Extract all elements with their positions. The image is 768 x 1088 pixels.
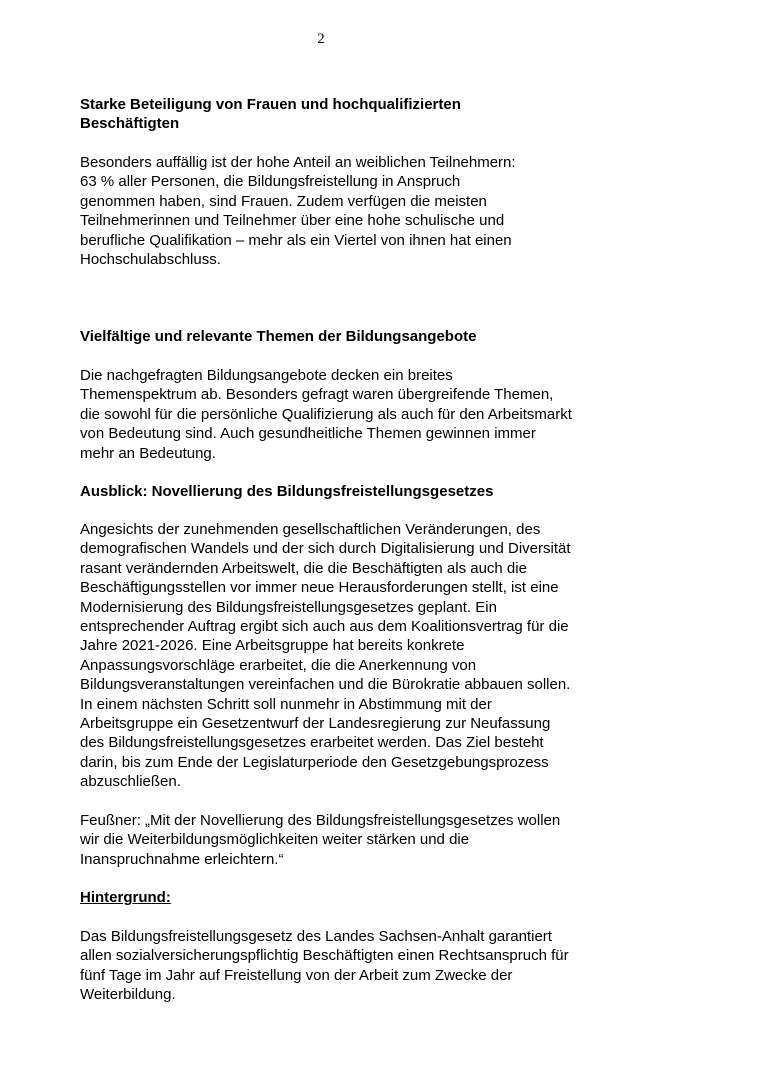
paragraph-line: Themenspektrum ab. Besonders gefragt waren übergreifende Themen, — [80, 386, 554, 404]
paragraph-line: berufliche Qualifikation – mehr als ein Viertel von ihnen hat einen — [80, 231, 512, 249]
paragraph-line: Anpassungsvorschläge erarbeitet, die die Anerkennung von — [80, 656, 477, 674]
quote-line: wir die Weiterbildungsmöglichkeiten weiter stärken und die — [80, 831, 470, 849]
paragraph-hintergrund — [80, 927, 580, 1005]
paragraph-line: Modernisierung des Bildungsfreistellungsgesetzes geplant. Ein — [80, 598, 497, 616]
paragraph-line: genommen haben, sind Frauen. Zudem verfügen die meisten — [80, 192, 487, 210]
heading-frauen-beteiligung — [80, 95, 580, 134]
paragraph-line: Jahre 2021-2026. Eine Arbeitsgruppe hat bereits konkrete — [80, 637, 465, 655]
paragraph-ausblick — [80, 520, 580, 792]
heading-hintergrund — [80, 888, 171, 907]
paragraph-line: Besonders auffällig ist der hohe Anteil an weiblichen Teilnehmern: — [80, 154, 516, 171]
paragraph-line: demografischen Wandels und der sich durch Digitalisierung und Diversität — [80, 540, 571, 558]
paragraph-line: In einem nächsten Schritt soll nunmehr in Abstimmung mit der — [80, 695, 492, 713]
paragraph-line: des Bildungsfreistellungsgesetzes erarbeitet werden. Das Ziel besteht — [80, 734, 544, 752]
paragraph-line: Teilnehmerinnen und Teilnehmer über eine hohe schulische und — [80, 212, 505, 230]
paragraph-line: Das Bildungsfreistellungsgesetz des Landes Sachsen-Anhalt garantiert — [80, 928, 552, 945]
paragraph-line: die sowohl für die persönliche Qualifizierung als auch für den Arbeitsmarkt — [80, 405, 572, 423]
paragraph-frauen-beteiligung — [80, 153, 580, 269]
paragraph-line: 63 % aller Personen, die Bildungsfreistellung in Anspruch — [80, 173, 461, 191]
heading-line: Hintergrund: — [80, 889, 171, 906]
heading-themen — [80, 327, 580, 346]
quote-line: Feußner: „Mit der Novellierung des Bildungsfreistellungsgesetzes wollen — [80, 812, 561, 829]
paragraph-line: abzuschließen. — [80, 773, 181, 791]
quote-line: Inanspruchnahme erleichtern.“ — [80, 850, 284, 868]
paragraph-line: allen sozialversicherungspflichtig Beschäftigten einen Rechtsanspruch für — [80, 947, 569, 965]
paragraph-line: Hochschulabschluss. — [80, 251, 221, 269]
paragraph-line: Weiterbildung. — [80, 986, 176, 1004]
heading-line: Ausblick: Novellierung des Bildungsfreistellungsgesetzes — [80, 483, 494, 500]
paragraph-line: Angesichts der zunehmenden gesellschaftlichen Veränderungen, des — [80, 521, 541, 538]
heading-line: Beschäftigten — [80, 115, 180, 133]
paragraph-line: Bildungsveranstaltungen vereinfachen und die Bürokratie abbauen sollen. — [80, 676, 571, 694]
heading-line: Starke Beteiligung von Frauen und hochqualifizierten — [80, 96, 461, 113]
heading-ausblick — [80, 482, 580, 501]
paragraph-line: Arbeitsgruppe ein Gesetzentwurf der Landesregierung zur Neufassung — [80, 715, 551, 733]
paragraph-line: Beschäftigungsstellen vor immer neue Herausforderungen stellt, ist eine — [80, 579, 559, 597]
paragraph-line: mehr an Bedeutung. — [80, 444, 216, 462]
page-number: 2 — [317, 31, 325, 47]
quote-feussner — [80, 811, 580, 869]
heading-line: Vielfältige und relevante Themen der Bildungsangebote — [80, 328, 477, 345]
paragraph-line: fünf Tage im Jahr auf Freistellung von der Arbeit zum Zwecke der — [80, 966, 513, 984]
paragraph-line: rasant verändernden Arbeitswelt, die die Beschäftigten als auch die — [80, 559, 527, 577]
paragraph-line: Die nachgefragten Bildungsangebote decken ein breites — [80, 367, 453, 384]
paragraph-line: entsprechender Auftrag ergibt sich auch aus dem Koalitionsvertrag für die — [80, 618, 569, 636]
paragraph-themen — [80, 366, 580, 463]
paragraph-line: darin, bis zum Ende der Legislaturperiode den Gesetzgebungsprozess — [80, 753, 549, 771]
paragraph-line: von Bedeutung sind. Auch gesundheitliche Themen gewinnen immer — [80, 425, 536, 443]
